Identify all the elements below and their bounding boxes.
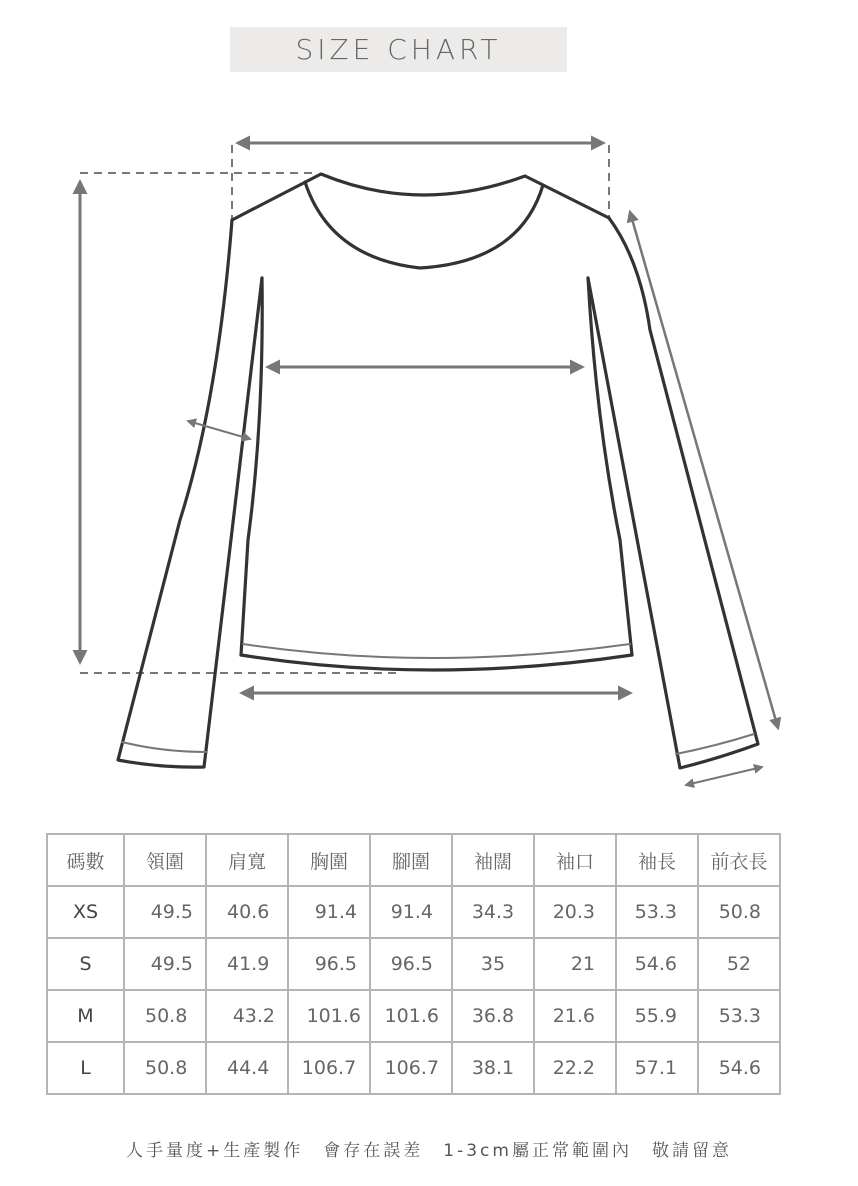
table-cell: 96.5 xyxy=(288,938,370,990)
table-cell: 96.5 xyxy=(370,938,452,990)
size-table xyxy=(46,833,781,1095)
collar-outer xyxy=(232,174,609,220)
header-cell: 胸圍 xyxy=(288,834,370,886)
table-cell: 106.7 xyxy=(288,1042,370,1094)
body-right xyxy=(588,278,632,655)
table-cell: 50.8 xyxy=(124,990,206,1042)
table-cell: 49.5 xyxy=(124,938,206,990)
size-label-cell: S xyxy=(47,938,124,990)
page-title: SIZE CHART xyxy=(295,33,502,66)
table-cell: 44.4 xyxy=(206,1042,288,1094)
table-cell: 40.6 xyxy=(206,886,288,938)
left-sleeve xyxy=(118,220,262,767)
table-cell: 101.6 xyxy=(288,990,370,1042)
header-cell: 前衣長 xyxy=(698,834,780,886)
table-cell: 57.1 xyxy=(616,1042,698,1094)
sleeve-length-arrow xyxy=(630,212,778,728)
table-cell: 50.8 xyxy=(124,1042,206,1094)
hem-rib xyxy=(243,644,630,658)
table-cell: 54.6 xyxy=(698,1042,780,1094)
table-cell: 52 xyxy=(698,938,780,990)
table-cell: 36.8 xyxy=(452,990,534,1042)
table-cell: 50.8 xyxy=(698,886,780,938)
header-cell: 袖口 xyxy=(534,834,616,886)
left-cuff-rib xyxy=(122,742,207,752)
table-cell: 106.7 xyxy=(370,1042,452,1094)
table-row xyxy=(47,886,780,938)
measurement-note: 人手量度+生產製作 會存在誤差 1-3cm屬正常範圍內 敬請留意 xyxy=(126,1141,732,1161)
cuff-width-arrow xyxy=(686,767,762,785)
header-cell: 袖長 xyxy=(616,834,698,886)
table-cell: 43.2 xyxy=(206,990,288,1042)
table-cell: 53.3 xyxy=(616,886,698,938)
table-cell: 20.3 xyxy=(534,886,616,938)
table-cell: 21.6 xyxy=(534,990,616,1042)
size-label-cell: M xyxy=(47,990,124,1042)
right-sleeve xyxy=(588,218,758,768)
table-row xyxy=(47,938,780,990)
header-cell: 袖闊 xyxy=(452,834,534,886)
sleeve-width-arrow xyxy=(188,421,250,439)
table-cell: 41.9 xyxy=(206,938,288,990)
sweater-outline xyxy=(118,174,758,768)
header-cell: 肩寬 xyxy=(206,834,288,886)
table-cell: 38.1 xyxy=(452,1042,534,1094)
header-cell: 腳圍 xyxy=(370,834,452,886)
header-cell: 領圍 xyxy=(124,834,206,886)
table-row xyxy=(47,990,780,1042)
body-left xyxy=(241,278,262,655)
table-cell: 101.6 xyxy=(370,990,452,1042)
table-cell: 34.3 xyxy=(452,886,534,938)
table-cell: 53.3 xyxy=(698,990,780,1042)
table-cell: 91.4 xyxy=(288,886,370,938)
table-cell: 49.5 xyxy=(124,886,206,938)
table-cell: 22.2 xyxy=(534,1042,616,1094)
size-label-cell: XS xyxy=(47,886,124,938)
table-cell: 21 xyxy=(534,938,616,990)
table-cell: 35 xyxy=(452,938,534,990)
size-label-cell: L xyxy=(47,1042,124,1094)
measurement-arrows xyxy=(80,143,778,785)
header-cell: 碼數 xyxy=(47,834,124,886)
table-cell: 54.6 xyxy=(616,938,698,990)
table-cell: 55.9 xyxy=(616,990,698,1042)
table-cell: 91.4 xyxy=(370,886,452,938)
table-header-row xyxy=(47,834,780,886)
table-row xyxy=(47,1042,780,1094)
